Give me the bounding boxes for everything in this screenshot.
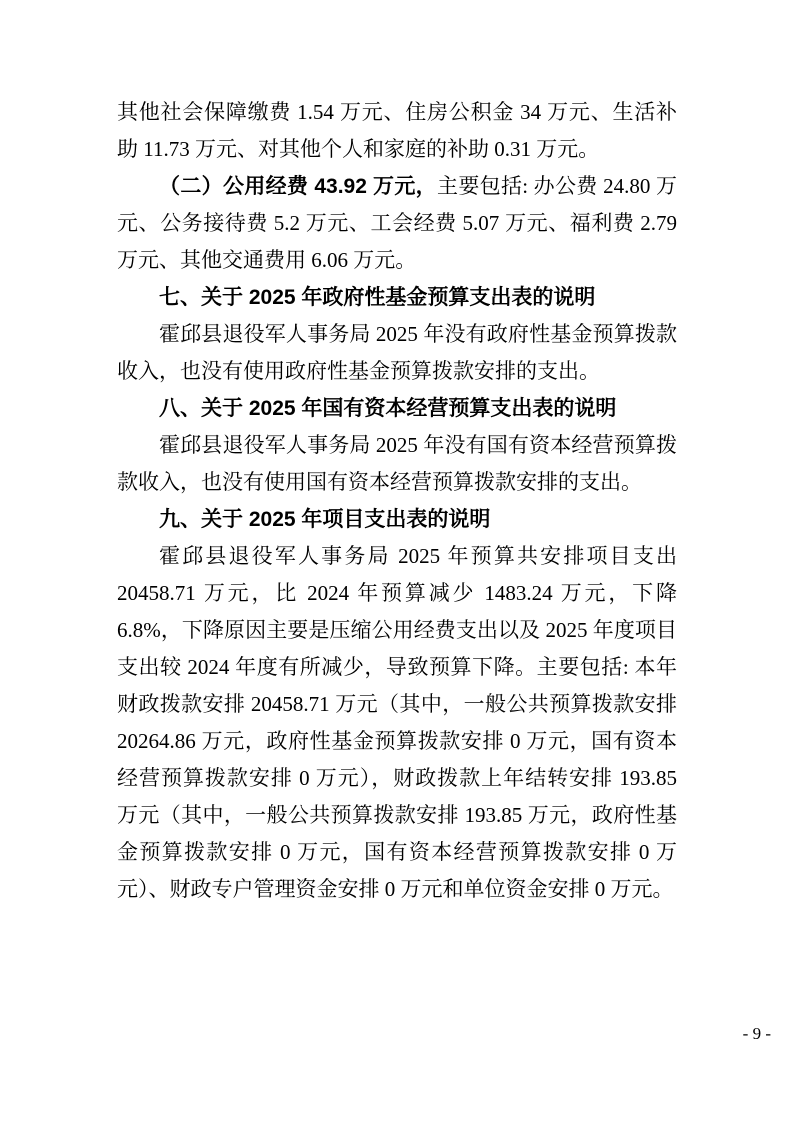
page-number: - 9 - bbox=[742, 1024, 771, 1043]
paragraph-public-expense-lead: （二）公用经费 43.92 万元， bbox=[159, 175, 437, 198]
paragraph-section-7: 霍邱县退役军人事务局 2025 年没有政府性基金预算拨款收入，也没有使用政府性基金预算拨款安排的支出。 bbox=[117, 322, 677, 383]
paragraph-public-expense-body: 主要包括: 办公费 24.80 万元、公务接待费 5.2 万元、工会经费 5.07 万元、福利费 2.79 万元、其他交通费用 6.06 万元。 bbox=[117, 174, 677, 272]
heading-section-8: 八、关于 2025 年国有资本经营预算支出表的说明 bbox=[159, 397, 617, 420]
document-body bbox=[117, 94, 677, 908]
paragraph-benefit-continuation: 其他社会保障缴费 1.54 万元、住房公积金 34 万元、生活补助 11.73 万元、对其他个人和家庭的补助 0.31 万元。 bbox=[117, 100, 677, 161]
paragraph-public-expense bbox=[117, 168, 677, 279]
paragraph-section-8: 霍邱县退役军人事务局 2025 年没有国有资本经营预算拨款收入，也没有使用国有资本经营预算拨款安排的支出。 bbox=[117, 433, 677, 494]
paragraph-section-9: 霍邱县退役军人事务局 2025 年预算共安排项目支出 20458.71 万元，比 2024 年预算减少 1483.24 万元，下降 6.8%，下降原因主要是压缩公用经费支出以及 2025 年度项目支出较 2024 年度有所减少，导致预算下降。主要包括: 本年财政拨款安排 20458.71 万元（其中，一般公共预算拨款安排 20264.86 万元，政府性基金预算拨款安排 0 万元，国有资本经营预算拨款安排 0 万元），财政拨款上年结转安排 193.85 万元（其中，一般公共预算拨款安排 193.85 万元，政府性基金预算拨款安排 0 万元，国有资本经营预算拨款安排 0 万元）、财政专户管理资金安排 0 万元和单位资金安排 0 万元。 bbox=[117, 544, 677, 901]
heading-section-9: 九、关于 2025 年项目支出表的说明 bbox=[159, 508, 491, 531]
heading-section-7: 七、关于 2025 年政府性基金预算支出表的说明 bbox=[159, 286, 596, 309]
